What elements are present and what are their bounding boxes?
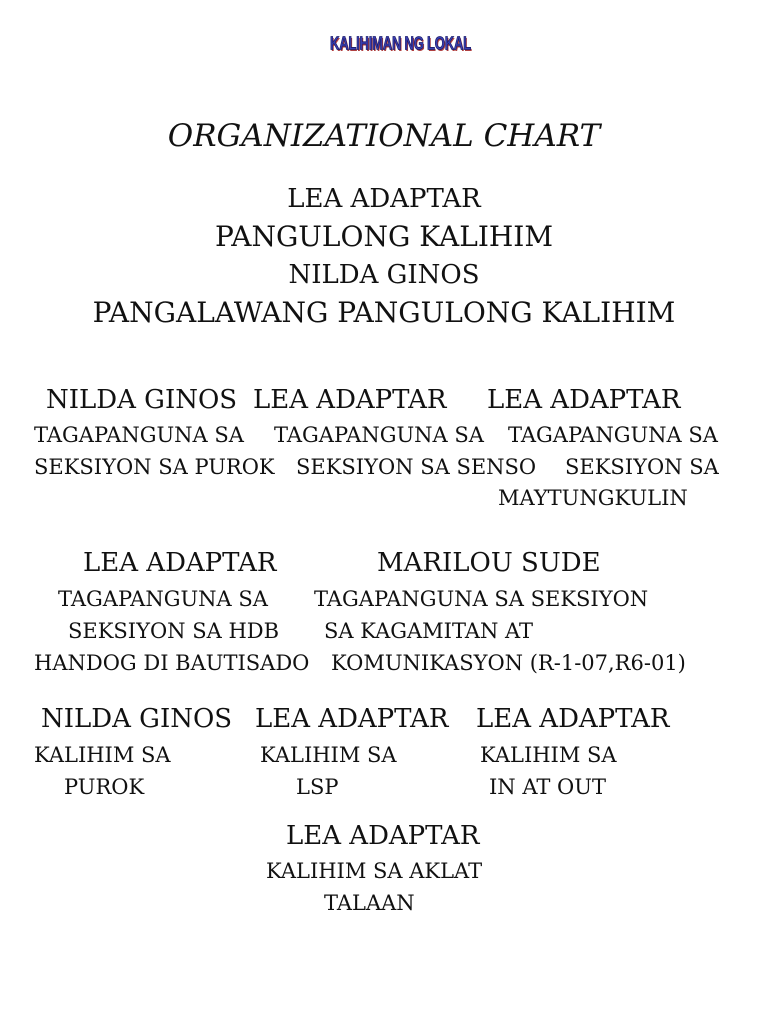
records-secretary-name: LEA ADAPTAR [286, 821, 480, 851]
kagamitan-chair-name: MARILOU SUDE [377, 548, 601, 578]
kagamitan-chair-role-line2: SA KAGAMITAN AT [324, 619, 534, 643]
purok-secretary-role-line1: KALIHIM SA [34, 743, 171, 767]
in-out-secretary-role-line2: IN AT OUT [489, 775, 606, 799]
purok-secretary-role-line2: PUROK [64, 775, 145, 799]
purok-chair-role-line1: TAGAPANGUNA SA [34, 423, 244, 447]
hdb-chair-name: LEA ADAPTAR [83, 548, 277, 578]
lsp-secretary-role-line1: KALIHIM SA [260, 743, 397, 767]
in-out-secretary-name: LEA ADAPTAR [476, 704, 670, 734]
purok-secretary-name: NILDA GINOS [41, 704, 233, 734]
hdb-chair-role-line1: TAGAPANGUNA SA [58, 587, 268, 611]
president-name: LEA ADAPTAR [287, 184, 481, 214]
maytungkulin-chair-role-line2: SEKSIYON SA [565, 455, 719, 479]
kagamitan-chair-role-line3: KOMUNIKASYON (R-1-07,R6-01) [331, 651, 686, 675]
hdb-chair-role-line2: SEKSIYON SA HDB [68, 619, 280, 643]
page-title: ORGANIZATIONAL CHART [167, 118, 601, 154]
president-role: PANGULONG KALIHIM [214, 220, 554, 253]
vice-president-name: NILDA GINOS [288, 260, 480, 290]
maytungkulin-chair-name: LEA ADAPTAR [487, 385, 681, 415]
in-out-secretary-role-line1: KALIHIM SA [480, 743, 617, 767]
records-secretary-role-line1: KALIHIM SA AKLAT [266, 859, 483, 883]
senso-chair-name: LEA ADAPTAR [253, 385, 447, 415]
senso-chair-role-line2: SEKSIYON SA SENSO [296, 455, 537, 479]
purok-chair-name: NILDA GINOS [46, 385, 238, 415]
vice-president-role: PANGALAWANG PANGULONG KALIHIM [92, 296, 676, 329]
lsp-secretary-name: LEA ADAPTAR [255, 704, 449, 734]
senso-chair-role-line1: TAGAPANGUNA SA [274, 423, 484, 447]
maytungkulin-chair-role-line1: TAGAPANGUNA SA [508, 423, 718, 447]
purok-chair-role-line2: SEKSIYON SA PUROK [34, 455, 275, 479]
records-secretary-role-line2: TALAAN [324, 891, 415, 915]
hdb-chair-role-line3: HANDOG DI BAUTISADO [34, 651, 310, 675]
lsp-secretary-role-line2: LSP [296, 775, 339, 799]
logo-wordart: KALIHIMAN NG LOKAL [330, 32, 471, 54]
kagamitan-chair-role-line1: TAGAPANGUNA SA SEKSIYON [314, 587, 649, 611]
maytungkulin-chair-role-line3: MAYTUNGKULIN [498, 486, 688, 510]
